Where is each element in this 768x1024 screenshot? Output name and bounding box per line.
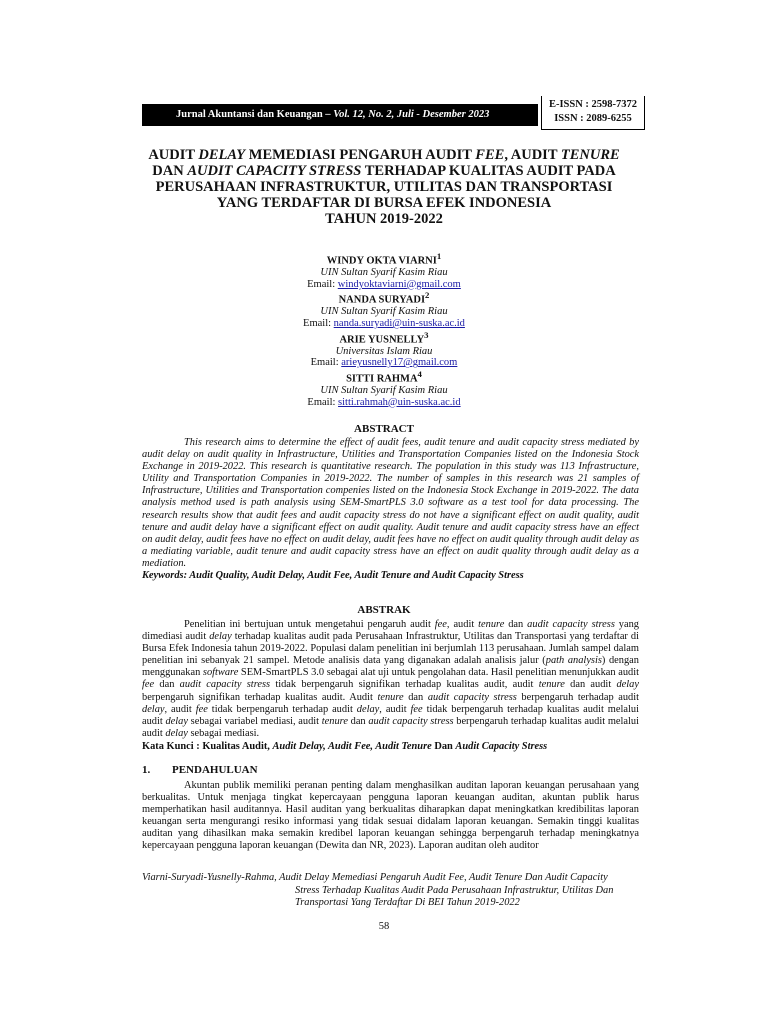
paper-title: [110, 147, 658, 227]
journal-name: Jurnal Akuntansi dan Keuangan: [176, 109, 323, 120]
footer-citation-line-3: Transportasi Yang Terdaftar Di BEI Tahun 2019-2022: [295, 897, 520, 908]
abstract-heading: ABSTRACT: [354, 423, 414, 435]
abstract-body: This research aims to determine the effect of audit fees, audit tenure and audit capacity stress mediated by audit delay on audit quality in Infrastructure, Utilities and Transportation Companies listed on the Indonesia Stock Exchange in 2019-2022. This research is quantitative research. The population in this study was 113 Infrastructure, Utility and Transportation Companies in 2019-2022. The number of samples in this research was 21 samples of Infrastructure, Utilities and Transportation compenies listed on the Indonesia Stock Exchange in 2019-2022. The data analysis method used is path analysis using SEM-SmartPLS 3.0 software as a test tool for data processing. The research results show that audit fees and audit capacity stress do not have a significant effect on audit quality, audit tenure and audit delay have a significant effect on audit quality. Audit tenure and audit capacity stress have an effect on audit delay, audit fees have no effect on audit delay, audit fees have no effect on audit quality through audit delay as a mediating variable, audit tenure and audit capacity stress have an effect on audit quality through audit delay as a mediation.: [142, 437, 639, 569]
journal-header-bar: [142, 104, 538, 126]
author-name: SITTI RAHMA$^4$: [346, 368, 422, 385]
author-affiliation: Universitas Islam Riau: [335, 345, 433, 357]
author-name: NANDA SURYADI$^2$: [338, 290, 430, 306]
title-line-4: YANG TERDAFTAR DI BURSA EFEK INDONESIA: [216, 195, 552, 211]
issn: ISSN : 2089-6255: [554, 113, 632, 124]
author-affiliation: UIN Sultan Syarif Kasim Riau: [320, 384, 448, 396]
eissn: E-ISSN : 2598-7372: [548, 99, 638, 110]
author-email-link[interactable]: arieyusnelly17@gmail.com: [341, 357, 458, 369]
keywords: Keywords: Audit Quality, Audit Delay, Audit Fee, Audit Tenure and Audit Capacity Stress: [142, 570, 524, 581]
author-affiliation: UIN Sultan Syarif Kasim Riau: [320, 306, 448, 318]
section-title: PENDAHULUAN: [172, 764, 258, 776]
author-email-link[interactable]: nanda.suryadi@uin-suska.ac.id: [333, 317, 465, 329]
section-number: 1.: [142, 764, 151, 776]
author-email-line: Email: sitti.rahmah@uin-suska.ac.id: [307, 396, 461, 408]
author-email-link[interactable]: sitti.rahmah@uin-suska.ac.id: [338, 396, 461, 408]
author-email-link[interactable]: windyoktaviarni@gmail.com: [337, 278, 461, 290]
kata-kunci: Kata Kunci : Kualitas Audit, Audit Delay, Audit Fee, Audit Tenure Dan Audit Capacity Stress: [142, 741, 548, 752]
title-line-1: AUDIT DELAY MEMEDIASI PENGARUH AUDIT FEE, AUDIT TENURE: [148, 147, 620, 163]
author-block: [180, 290, 588, 329]
title-line-5: TAHUN 2019-2022: [325, 211, 443, 227]
author-email-line: Email: windyoktaviarni@gmail.com: [307, 278, 461, 290]
page-number: 58: [378, 921, 390, 932]
footer-citation-line-1: Viarni-Suryadi-Yusnelly-Rahma, Audit Delay Memediasi Pengaruh Audit Fee, Audit Tenure Dan Audit Capacity: [142, 872, 608, 883]
author-block: [180, 251, 588, 290]
introduction-body: Akuntan publik memiliki peranan penting dalam menghasilkan auditan laporan keuangan perusahaan yang berkualitas. Untuk menjaga tingkat kepercayaan pengguna laporan keuangan auditan, akuntan publik harus memperhatikan hasil auditannya. Hasil auditan yang berkualitas diharapkan dapat meningkatkan kredibilitas laporan keuangan serta mengurangi resiko informasi yang tidak sesuai didalam laporan keuangan. Semakin tinggi kualitas auditan yang dihasilkan maka semakin kredibel laporan keuangan sehingga berpengaruh terhadap meningkatnya kepercayaan pengguna laporan keuangan (Dewita dan NR, 2023). Laporan auditan oleh auditor: [142, 780, 639, 852]
section-heading-introduction: [142, 764, 258, 776]
author-name: WINDY OKTA VIARNI$^1$: [326, 251, 442, 267]
issn-box: [541, 96, 645, 130]
abstrak-heading: ABSTRAK: [357, 604, 411, 616]
title-line-2: DAN AUDIT CAPACITY STRESS TERHADAP KUALITAS AUDIT PADA: [152, 163, 616, 179]
author-email-line: Email: arieyusnelly17@gmail.com: [310, 357, 458, 369]
page-footer: [142, 872, 642, 910]
journal-volume: – Vol. 12, No. 2, Juli - Desember 2023: [325, 109, 490, 120]
author-block: [180, 369, 588, 408]
author-name: ARIE YUSNELLY$^3$: [339, 329, 429, 346]
author-affiliation: UIN Sultan Syarif Kasim Riau: [320, 267, 448, 279]
abstrak-body: Penelitian ini bertujuan untuk mengetahui pengaruh audit fee, audit tenure dan audit capacity stress yang dimediasi audit delay terhadap kualitas audit pada Perusahaan Infrastruktur, Utilitas dan Transportasi yang terdaftar di Bursa Efek Indonesia tahun 2019-2022. Populasi dalam penelitian ini berjumlah 113 perusahaan. Jumlah sampel dalam penelitian ini sebanyak 21 sampel. Metode analisis data yang diganakan adalah analisis jalur (path analysis) dengan menggunakan software SEM-SmartPLS 3.0 sebagai alat uji untuk pengolahan data. Hasil penelitian menunjukkan audit fee dan audit capacity stress tidak berpengaruh signifikan terhadap kualitas audit, audit tenure dan audit delay berpengaruh signifikan terhadap kualitas audit. Audit tenure dan audit capacity stress berpengaruh terhadap audit delay, audit fee tidak berpengaruh terhadap audit delay, audit fee tidak berpengaruh terhadap kualitas audit melalui audit delay sebagai variabel mediasi, audit tenure dan audit capacity stress berpengaruh terhadap kualitas audit melalui audit delay sebagai mediasi.: [142, 619, 640, 739]
footer-citation-line-2: Stress Terhadap Kualitas Audit Pada Perusahaan Infrastruktur, Utilitas Dan: [295, 884, 614, 896]
author-block: [180, 330, 588, 369]
title-line-3: PERUSAHAAN INFRASTRUKTUR, UTILITAS DAN TRANSPORTASI: [155, 179, 613, 195]
author-email-line: Email: nanda.suryadi@uin-suska.ac.id: [303, 317, 465, 329]
author-list: [180, 251, 588, 408]
